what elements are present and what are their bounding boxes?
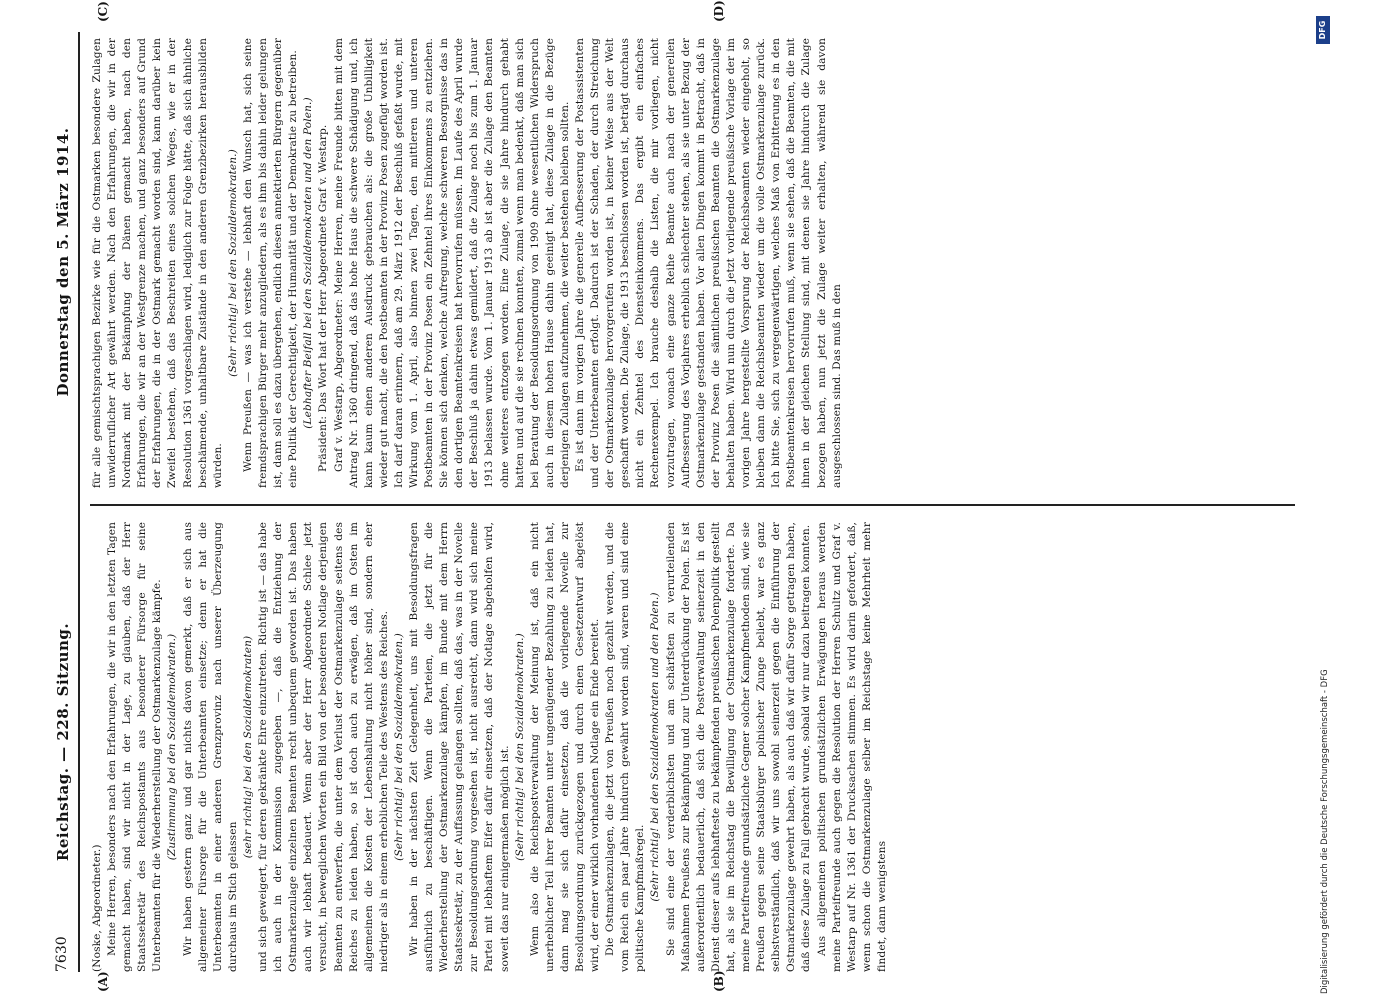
margin-marker-d: (D) [712,0,726,22]
left-text-column [90,522,1295,972]
paragraph: Sie sind eine der verderblichsten und am schärfsten zu verurteilenden Maßnahmen Preußens zur Bekämpfung und zur Unterdrückung der Polen. Es ist außerordentlich bedauerlich, daß sich die Postverwaltung seinerzeit in den Dienst dieser aufs lebhafteste zu bekämpfenden preußischen Polenpolitik gestellt hat, als sie im Reichstag die Bewilligung der Ostmarkenzulage forderte. Da meine Parteifreunde grundsätzliche Gegner solcher Kampfmethoden sind, wie sie Preußen gegen seine Staatsbürger polnischer Zunge beliebt, war es ganz selbstverständlich, daß wir uns sowohl seinerzeit gegen die Einführung der Ostmarkenzulage gewehrt haben, als auch daß wir dafür Sorge getragen haben, daß diese Zulage zu Fall gebracht wurde, sobald wir nur dazu beitragen konnten. [664,522,813,972]
interjection: (Sehr richtig! bei den Sozialdemokraten.) [226,149,239,377]
paragraph: Aus allgemeinen politischen grundsätzlichen Erwägungen heraus werden meine Parteifreunde auch gegen die Resolution der Herren Schultz und Graf v. Westarp auf Nr. 1361 der Drucksachen stimmen. Es wird darin gefordert, daß, wenn schon die Ostmarkenzulage selber im Reichstage keine Mehrheit mehr findet, dann wenigstens [815,522,888,972]
paragraph: Meine Herren, besonders nach den Erfahrungen, die wir in den letzten Tagen gemacht haben, sind wir nicht in der Lage, zu glauben, daß der Herr Staatssekretär des Reichspostamts aus besonderer Fürsorge für seine Unterbeamten für die Wiederherstellung der Ostmarkenzulage kämpfe. [106,522,164,972]
page-number: 7630 [54,936,70,972]
interjection: (sehr richtig! bei den Sozialdemokraten) [241,635,254,859]
paragraph: (Noske, Abgeordneter.) [91,844,103,972]
paragraph: Die Ostmarkenzulagen, die jetzt von Preußen noch gezahlt werden, und die vom Reich ein paar Jahre hindurch gewährt worden sind, waren und sind eine politische Kampfmaßregel. [604,522,647,972]
margin-marker-b: (B) [712,970,726,992]
header-left-title: Reichstag. — 228. Sitzung. [54,622,72,862]
header-right-title: Donnerstag den 5. März 1914. [54,127,72,397]
paragraph: Wenn also die Reichspostverwaltung der Meinung ist, daß ein nicht unerheblicher Teil ihrer Beamten unter ungenügender Bezahlung zu leiden hat, dann mag sie sich dafür einsetzen, daß die vorliegende Novelle zur Besoldungsordnung zurückgezogen und durch einen Gesetzentwurf abgelöst wird, der einer wirklich vorhandenen Notlage ein Ende bereitet. [528,522,602,972]
column-divider [90,504,1295,506]
digitization-footer [1320,0,1360,994]
paragraph: Wenn Preußen — was ich verstehe — lebhaft den Wunsch hat, sich seine fremdsprachigen Bürger mehr anzugliedern, als es ihm bis dahin leider gelungen ist, dann soll es dazu übergehen, endlich diesen annektierten Bürgern gegenüber eine Politik der Gerechtigkeit, der Humanität und der Demokratie zu betreiben. [241,38,300,488]
paragraph: Graf v. Westarp, Abgeordneter: Meine Herren, meine Freunde bitten mit dem Antrag Nr. 1360 dringend, daß das hohe Haus die schwere Schädigung und, ich kann kaum einen anderen Ausdruck gebrauchen als: die große Unbilligkeit wieder gut macht, die den Postbeamten in der Provinz Posen zugefügt worden ist. Ich darf daran erinnern, daß am 29. März 1912 der Beschluß gefaßt wurde, mit Wirkung vom 1. April, also binnen zwei Tagen, den mittleren und unteren Postbeamten in der Provinz Posen ein Zehntel ihres Einkommens zu entziehen. Sie können sich denken, welche Aufregung, welche schweren Besorgnisse das in den dortigen Beamtenkreisen hat hervorrufen müssen. Im Laufe des April wurde der Beschluß ja dahin etwas gemildert, daß die Zulage noch bis zum 1. Januar 1913 belassen wurde. Vom 1. Januar 1913 ab ist aber die Zulage den Beamten ohne weiteres entzogen worden. Eine Zulage, die sie Jahre hindurch gehabt hatten und auf die sie rechnen konnten, zumal wenn man bedenkt, daß man sich bei Beratung der Besoldungsordnung von 1909 ohne wesentlichen Widerspruch auch in diesem hohen Hause dahin geeinigt hat, diese Zulage in die Bezüge derjenigen Zulagen aufzunehmen, die weiter bestehen bleiben sollten. [332,38,571,488]
dfg-logo: DFG [1316,16,1330,44]
right-text-column [90,38,1295,488]
margin-marker-c: (C) [96,1,110,22]
interjection: (Lebhafter Beifall bei den Sozialdemokraten und den Polen.) [302,97,315,429]
interjection: (Sehr richtig! bei den Sozialdemokraten.) [513,633,526,861]
paragraph: für alle gemischtsprachigen Bezirke wie für die Ostmarken besondere Zulagen unwiderruflicher Art gewährt werden. Nach den Erfahrungen, die wir in der Nordmark mit der Bekämpfung der Dänen gemacht haben, nach den Erfahrungen, die wir an der Westgrenze machen, und ganz besonders auf Grund der Erfahrungen, die in der Ostmark gemacht worden sind, kann darüber kein Zweifel bestehen, daß das Beschreiten eines solchen Weges, wie er in der Resolution 1361 vorgeschlagen wird, lediglich zur Folge hätte, daß sich ähnliche beschämende, unhaltbare Zustände in den anderen Grenzbezirken herausbilden würden. [91,38,224,488]
paragraph: Präsident: Das Wort hat der Herr Abgeordnete Graf v. Westarp. [317,124,330,472]
paragraph: Wir haben gestern ganz und gar nichts davon gemerkt, daß er sich aus allgemeiner Fürsorge für die Unterbeamten einsetze; denn er hat die Unterbeamten in einer anderen Grenzprovinz nach unserer Überzeugung durchaus im Stich gelassen [181,522,239,972]
page-header [50,32,76,972]
digitization-note: Digitalisierung gefördert durch die Deutsche Forschungsgemeinschaft - DFG [1320,669,1330,994]
paragraph: Es ist dann im vorigen Jahre die generelle Aufbesserung der Postassistenten und der Unterbeamten erfolgt. Dadurch ist der Schaden, der durch Streichung der Ostmarkenzulage hervorgerufen worden ist, in keiner Weise aus der Welt geschafft worden. Die Zulage, die 1913 beschlossen worden ist, beträgt durchaus nicht ein Zehntel des Diensteinkommens. Das ergibt ein einfaches Rechenexempel. Ich brauche deshalb die Listen, die mir vorliegen, nicht vorzutragen, wonach eine ganze Reihe Beamte auch nach der generellen Aufbesserung des Vorjahres erheblich schlechter stehen, als sie unter Bezug der Ostmarkenzulage gestanden haben. Vor allen Dingen kommt in Betracht, daß in der Provinz Posen die sämtlichen preußischen Beamten die Ostmarkenzulage behalten haben. Wird nun durch die jetzt vorliegende preußische Vorlage der im vorigen Jahre hergestellte Vorsprung der Reichsbeamten wieder eingeholt, so bleiben dann die Reichsbeamten wieder um die volle Ostmarkenzulage zurück. Ich bitte Sie, sich zu vergegenwärtigen, welches Maß von Erbitterung es in den Postbeamtenkreisen hervorrufen muß, wenn sie sehen, daß die Beamten, die mit ihnen in der gleichen Stellung sind, mit denen sie Jahre hindurch die Zulage bezogen haben, nun jetzt die Zulage weiter erhalten, während sie davon ausgeschlossen sind. Das muß in den [574,38,843,488]
interjection: (Sehr richtig! bei den Sozialdemokraten.) [392,633,405,861]
paragraph: Wir haben in der nächsten Zeit Gelegenheit, uns mit Besoldungsfragen ausführlich zu beschäftigen. Wenn die Parteien, die jetzt für die Wiederherstellung der Ostmarkenzulage kämpfen, im Bunde mit dem Herrn Staatssekretär, zu der Auffassung gelangen sollten, daß das, was in der Novelle zur Besoldungsordnung vorgesehen ist, nicht ausreicht, dann wird sich meine Partei mit lebhaftem Eifer dafür einsetzen, daß der Notlage abgeholfen wird, soweit das nur einigermaßen möglich ist. [407,522,511,972]
interjection: (Zustimmung bei den Sozialdemokraten.) [166,633,179,861]
paragraph: und sich geweigert, für deren gekränkte Ehre einzutreten. Richtig ist — das habe ich auch in der Kommission zugegeben —, daß die Entziehung der Ostmarkenzulage einzelnen Beamten recht unbequem geworden ist. Das haben auch wir lebhaft bedauert. Wenn aber der Herr Abgeordnete Schlee jetzt versucht, in beweglichen Worten ein Bild von der besonderen Notlage derjenigen Beamten zu entwerfen, die unter dem Verlust der Ostmarkenzulage seitens des Reiches zu leiden haben, so ist doch auch zu erwägen, daß im Osten im allgemeinen die Kosten der Lebenshaltung nicht höher sind, sondern eher niedriger als in einem erheblichen Teile des Westens des Reiches. [257,522,390,972]
margin-marker-a: (A) [96,971,110,992]
header-rule [78,32,80,972]
interjection: (Sehr richtig! bei den Sozialdemokraten und den Polen.) [649,592,662,902]
